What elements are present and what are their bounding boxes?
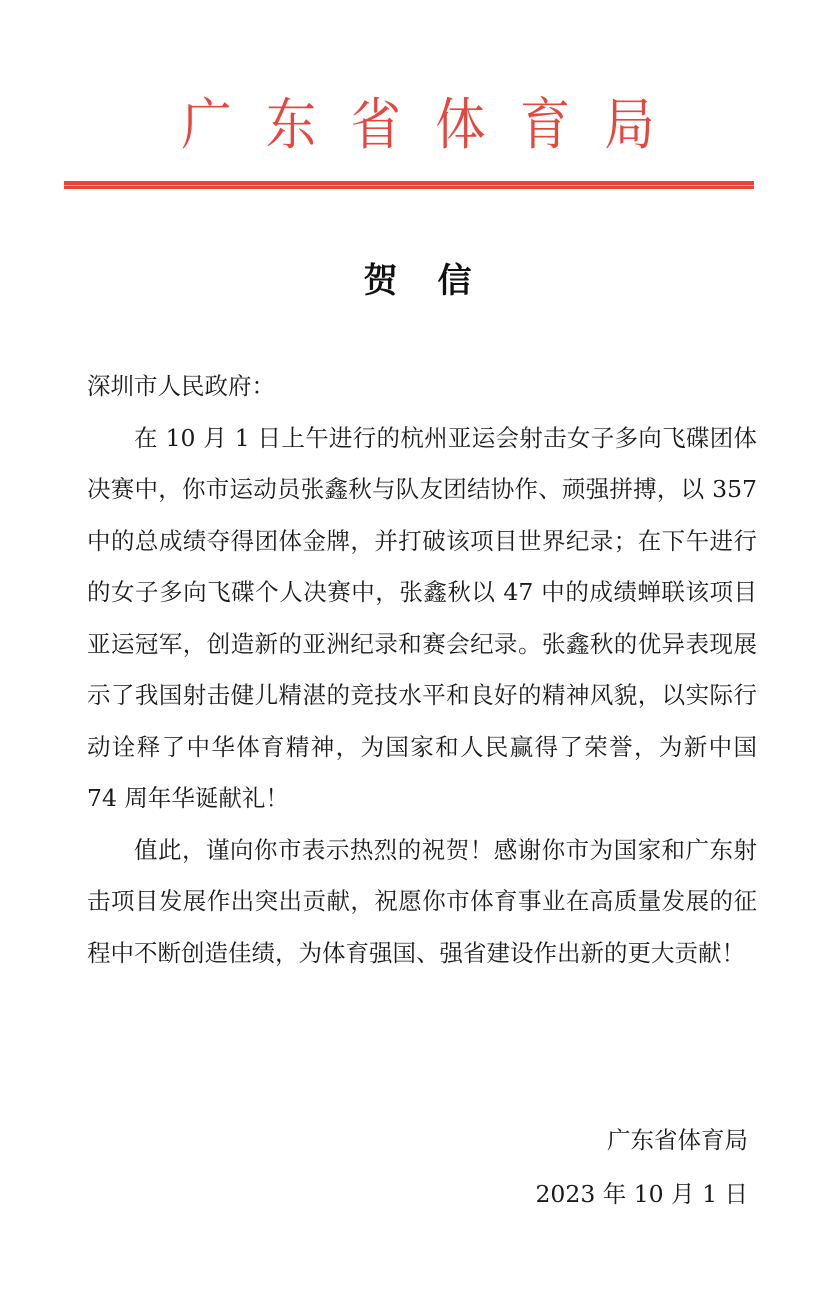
letter-body xyxy=(87,361,757,979)
letterhead-red-rule xyxy=(64,181,754,189)
signature-organization: 广东省体育局 xyxy=(607,1126,748,1154)
paragraph-congratulation-details: 在 10 月 1 日上午进行的杭州亚运会射击女子多向飞碟团体决赛中，你市运动员张鑫秋与队友团结协作、顽强拼搏，以 357 中的总成绩夺得团体金牌，并打破该项目世界纪录；在下午进行的女子多向飞碟个人决赛中，张鑫秋以 47 中的成绩蝉联该项目亚运冠军，创造新的亚洲纪录和赛会纪录。张鑫秋的优异表现展示了我国射击健儿精湛的竞技水平和良好的精神风貌，以实际行动诠释了中华体育精神，为国家和人民赢得了荣誉，为新中国 74 周年华诞献礼！ xyxy=(87,423,757,812)
salutation: 深圳市人民政府： xyxy=(87,372,275,400)
signature-date: 2023 年 10 月 1 日 xyxy=(535,1180,748,1208)
letterhead-title: 广东省体育局 xyxy=(180,93,689,158)
document-heading: 贺信 xyxy=(363,261,512,301)
signature-block xyxy=(535,1113,748,1221)
letterhead xyxy=(0,88,835,164)
paragraph-closing-wishes: 值此，谨向你市表示热烈的祝贺！感谢你市为国家和广东射击项目发展作出突出贡献，祝愿你市体育事业在高质量发展的征程中不断创造佳绩，为体育强国、强省建设作出新的更大贡献！ xyxy=(87,835,757,967)
